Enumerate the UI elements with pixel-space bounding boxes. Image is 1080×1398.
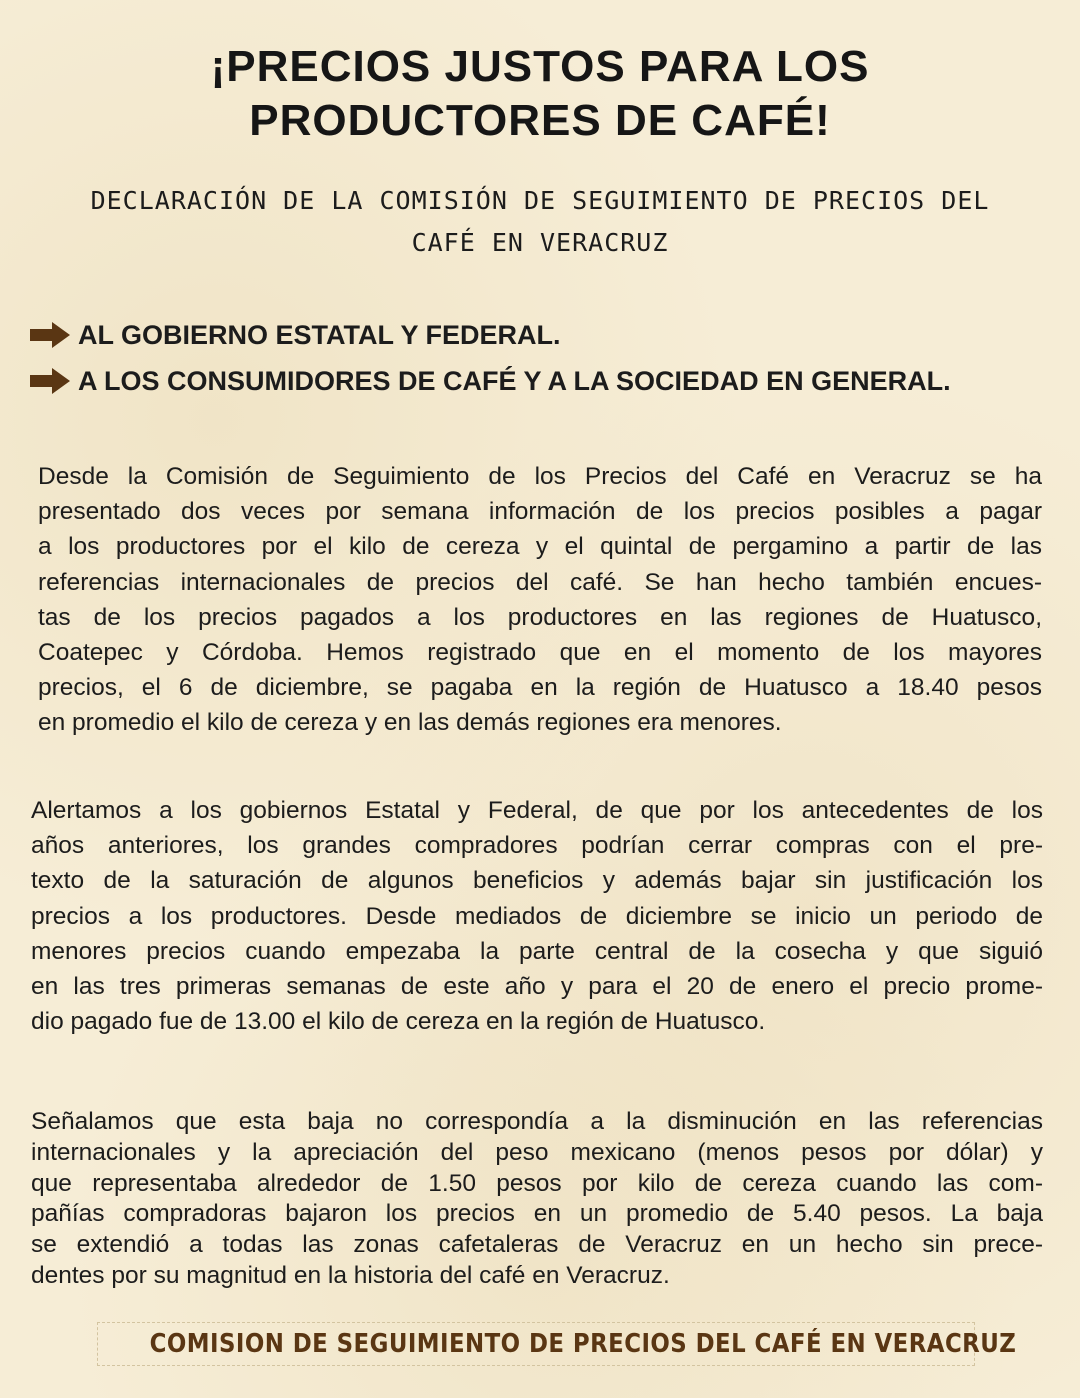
paragraph-line: presentado dos veces por semana información de los precios posibles a pagar bbox=[38, 498, 1042, 526]
paragraph-line: dentes por su magnitud en la historia del café en Veracruz. bbox=[31, 1261, 670, 1289]
paragraph-line: se extendió a todas las zonas cafetaleras de Veracruz en un hecho sin prece- bbox=[31, 1231, 1043, 1259]
paragraph-line: precios, el 6 de diciembre, se pagaba en la región de Huatusco a 18.40 pesos bbox=[38, 674, 1042, 702]
recipient-label: A LOS CONSUMIDORES DE CAFÉ Y A LA SOCIEDAD EN GENERAL. bbox=[78, 365, 951, 396]
paragraph-line: Alertamos a los gobiernos Estatal y Federal, de que por los antecedentes de los bbox=[31, 797, 1043, 824]
paragraph-line: internacionales y la apreciación del peso mexicano (menos pesos por dólar) y bbox=[31, 1138, 1043, 1166]
recipient-label: AL GOBIERNO ESTATAL Y FEDERAL. bbox=[78, 319, 561, 350]
paragraph-line: pañías compradoras bajaron los precios en un promedio de 5.40 pesos. La baja bbox=[31, 1200, 1043, 1228]
paragraph-line: que representaba alrededor de 1.50 pesos por kilo de cereza cuando las com- bbox=[31, 1169, 1043, 1197]
arrow-right-icon bbox=[30, 368, 70, 394]
paragraph-line: años anteriores, los grandes compradores podrían cerrar compras con el pre- bbox=[31, 832, 1043, 860]
paragraph-line: menores precios cuando empezaba la parte central de la cosecha y que siguió bbox=[31, 937, 1043, 965]
declaration-subtitle bbox=[40, 180, 1040, 264]
recipient-item bbox=[30, 358, 1070, 404]
subtitle-line-2: CAFÉ EN VERACRUZ bbox=[411, 228, 669, 257]
paragraph-line: precios a los productores. Desde mediados de diciembre se inicio un periodo de bbox=[31, 902, 1043, 930]
paragraph-line: a los productores por el kilo de cereza y el quintal de pergamino a partir de las bbox=[38, 533, 1042, 561]
recipients-list bbox=[30, 312, 1070, 404]
footer-signature: COMISION DE SEGUIMIENTO DE PRECIOS DEL CAFÉ EN VERACRUZ bbox=[149, 1329, 1017, 1359]
subtitle-line-1: DECLARACIÓN DE LA COMISIÓN DE SEGUIMIENTO DE PRECIOS DEL bbox=[90, 186, 990, 215]
recipient-item bbox=[30, 312, 1070, 358]
arrow-right-icon bbox=[30, 322, 70, 348]
paragraph-line: Señalamos que esta baja no correspondía a la disminución en las referencias bbox=[31, 1108, 1043, 1135]
paragraph-3 bbox=[31, 1107, 1043, 1292]
paragraph-line: tas de los precios pagados a los productores en las regiones de Huatusco, bbox=[38, 603, 1042, 631]
paragraph-2 bbox=[31, 793, 1043, 1039]
paragraph-line: referencias internacionales de precios del café. Se han hecho también encues- bbox=[38, 568, 1042, 596]
paragraph-line: en promedio el kilo de cereza y en las demás regiones era menores. bbox=[38, 709, 782, 737]
paragraph-line: texto de la saturación de algunos beneficios y además bajar sin justificación los bbox=[31, 867, 1043, 895]
paragraph-line: Coatepec y Córdoba. Hemos registrado que en el momento de los mayores bbox=[38, 639, 1042, 667]
paragraph-line: Desde la Comisión de Seguimiento de los Precios del Café en Veracruz se ha bbox=[38, 463, 1042, 490]
title-line-2: PRODUCTORES DE CAFÉ! bbox=[249, 96, 831, 145]
paragraph-1 bbox=[38, 459, 1042, 741]
page-title bbox=[0, 40, 1080, 148]
paragraph-line: dio pagado fue de 13.00 el kilo de cereza en la región de Huatusco. bbox=[31, 1008, 766, 1036]
paragraph-line: en las tres primeras semanas de este año y para el 20 de enero el precio prome- bbox=[31, 973, 1043, 1001]
title-line-1: ¡PRECIOS JUSTOS PARA LOS bbox=[210, 42, 870, 91]
